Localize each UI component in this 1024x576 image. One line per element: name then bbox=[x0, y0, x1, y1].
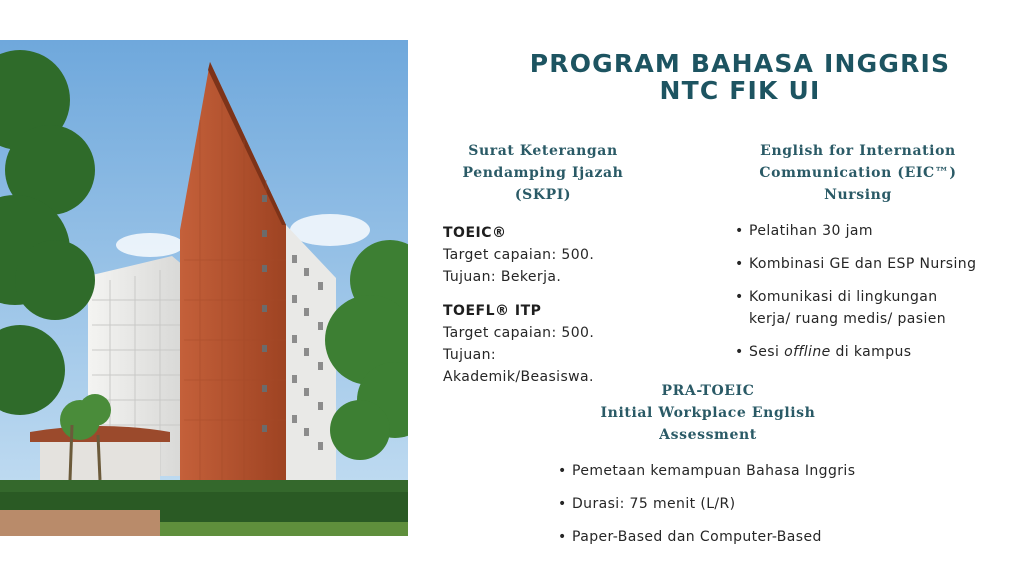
eic-section bbox=[735, 140, 981, 374]
building-photo bbox=[0, 40, 408, 536]
toefl-purpose: Tujuan: Akademik/Beasiswa. bbox=[443, 347, 594, 385]
title-line-2: NTC FIK UI bbox=[659, 76, 821, 105]
title-line-1: PROGRAM BAHASA INGGRIS bbox=[529, 49, 951, 78]
toeic-target: Target capaian: 500. bbox=[443, 247, 595, 263]
skpi-heading-line-1: Surat Keterangan bbox=[468, 143, 618, 159]
toefl-target: Target capaian: 500. bbox=[443, 325, 595, 341]
toeic-purpose: Tujuan: Bekerja. bbox=[443, 269, 562, 285]
eic-heading-line-2: Communication (EIC™) Nursing bbox=[759, 165, 957, 203]
pra-toeic-section bbox=[558, 380, 858, 559]
eic-bullet: • Pelatihan 30 jam bbox=[735, 220, 981, 242]
pra-toeic-bullet: • Pemetaan kemampuan Bahasa Inggris bbox=[558, 460, 858, 482]
eic-heading bbox=[735, 140, 981, 206]
eic-bullet-list bbox=[735, 220, 981, 363]
eic-bullet: • Kombinasi GE dan ESP Nursing bbox=[735, 253, 981, 275]
pra-toeic-bullet: • Paper-Based dan Computer-Based bbox=[558, 526, 858, 548]
offline-italic: offline bbox=[784, 344, 831, 360]
eic-bullet-offline bbox=[735, 341, 981, 363]
offline-suffix: di kampus bbox=[830, 344, 912, 360]
pra-toeic-heading-line-1: PRA-TOEIC bbox=[661, 383, 755, 399]
page-title bbox=[470, 50, 1010, 104]
skpi-heading bbox=[443, 140, 643, 206]
toeic-name: TOEIC® bbox=[443, 225, 507, 241]
pra-toeic-bullet-list bbox=[558, 460, 858, 548]
pra-toeic-bullet: • Durasi: 75 menit (L/R) bbox=[558, 493, 858, 515]
skpi-section bbox=[443, 140, 643, 388]
toefl-name: TOEFL® ITP bbox=[443, 303, 542, 319]
eic-heading-line-1: English for Internation bbox=[760, 143, 956, 159]
skpi-heading-line-2: Pendamping Ijazah (SKPI) bbox=[462, 165, 624, 203]
offline-prefix: Sesi bbox=[749, 344, 785, 360]
eic-bullet: • Komunikasi di lingkungan kerja/ ruang medis/ pasien bbox=[735, 286, 981, 330]
pra-toeic-heading-line-2: Initial Workplace English Assessment bbox=[600, 405, 816, 443]
pra-toeic-heading bbox=[558, 380, 858, 446]
